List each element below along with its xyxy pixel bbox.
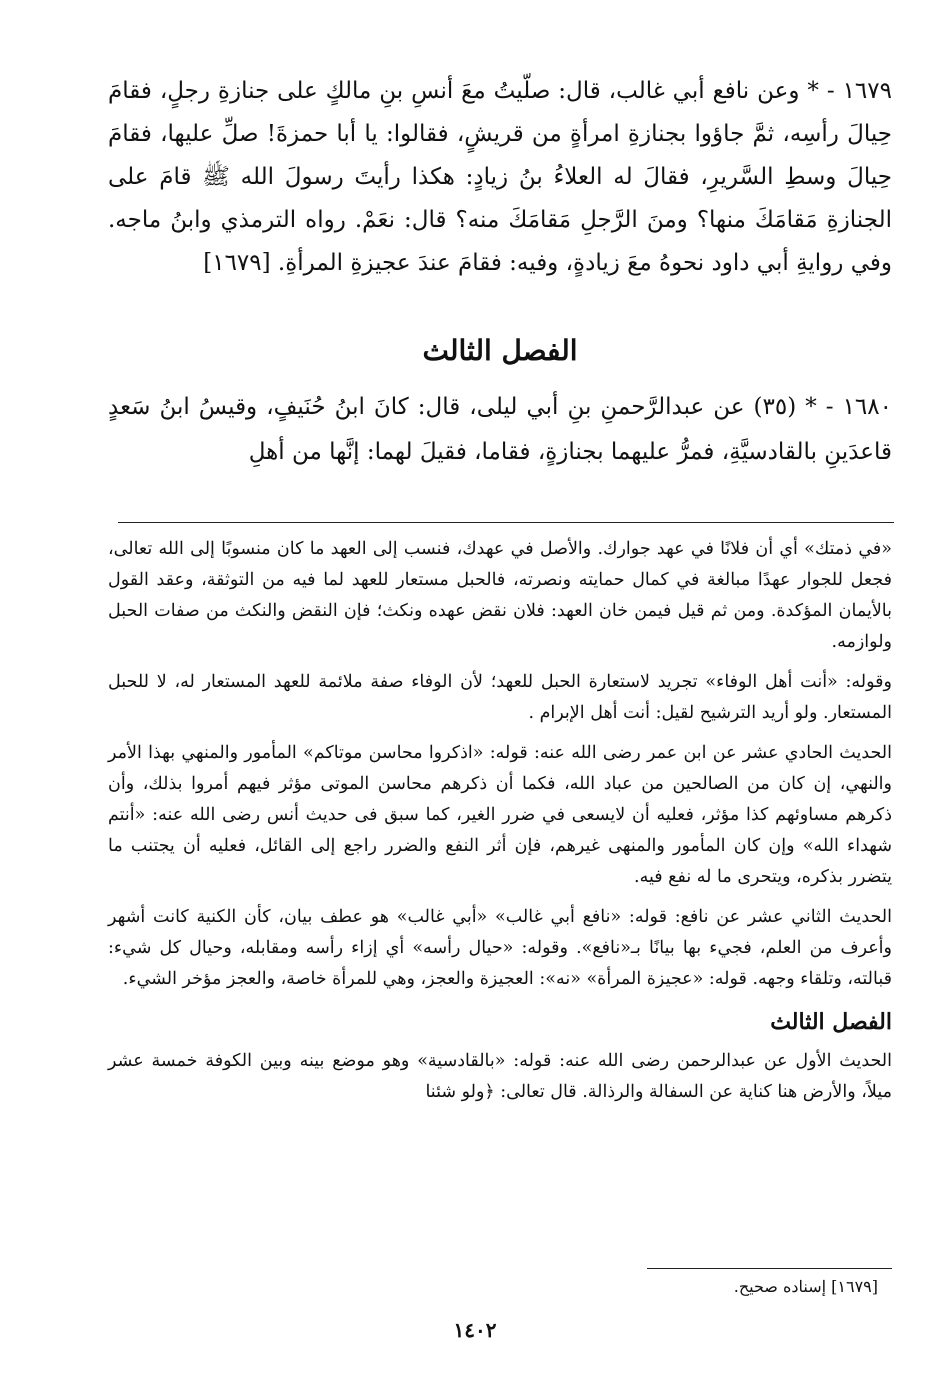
commentary-divider bbox=[118, 522, 894, 523]
section-title: الفصل الثالث bbox=[422, 334, 578, 367]
hadith-1679: ١٦٧٩ - * وعن نافع أبي غالب، قال: صلّيتُ معَ أنسِ بنِ مالكٍ على جنازةِ رجلٍ، فقامَ حِيالَ رأسِه، ثمَّ جاؤوا بجنازةِ امرأةٍ من قريشٍ، فقالوا: يا أبا حمزةَ! صلِّ عليها، فقامَ حِيالَ وسطِ السَّريرِ، فقالَ له العلاءُ بنُ زيادٍ: هكذا رأيتَ رسولَ الله ﷺ قامَ على الجنازةِ مَقامَكَ منها؟ ومنَ الرَّجلِ مَقامَكَ منه؟ قال: نعَمْ. رواه الترمذي وابنُ ماجه. وفي روايةِ أبي داود نحوهُ معَ زيادةٍ، وفيه: فقامَ عندَ عجيزةِ المرأةِ. [١٦٧٩] bbox=[108, 78, 892, 276]
page-number: ١٤٠٢ bbox=[453, 1318, 497, 1342]
commentary-paragraph: الحديث الحادي عشر عن ابن عمر رضى الله عنه: قوله: «اذكروا محاسن موتاكم» المأمور والمنهي بهذا الأمر والنهي، إن كان من الصالحين من عباد الله، فكما أن ذكرهم محاسن الموتى مؤثر فيهم أمروا بذلك، وأن ذكرهم مساوئهم كذا مؤثر، فعليه أن لايسعى في ضرر الغير، كما سبق فى حديث أنس رضى الله عنه: «أنتم شهداء الله» وإن كان المأمور والمنهى غيرهم، فإن أثر النفع والضرر راجع إلى القائل، فعليه أن يجتنب ما يتضرر بذكره، ويتحرى ما له نفع فيه. bbox=[108, 743, 892, 887]
hadith-1680: ١٦٨٠ - * (٣٥) عن عبدالرَّحمنِ بنِ أبي ليلى، قال: كانَ ابنُ حُنَيفٍ، وقيسُ ابنُ سَعدٍ قاعدَينِ بالقادسيَّةِ، فمرُّ عليهما بجنازةٍ، فقاما، فقيلَ لهما: إنَّها من أهلِ bbox=[108, 394, 892, 465]
commentary-block bbox=[108, 534, 892, 1117]
commentary-paragraph: «في ذمتك» أي أن فلانًا في عهد جوارك. والأصل في عهدك، فنسب إلى العهد ما كان منسوبًا إلى الله تعالى، فجعل للجوار عهدًا مبالغة في كمال حمايته ونصرته، فالحبل مستعار للعهد لما فيه من التوثقة، وعقد القول بالأيمان المؤكدة. ومن ثم قيل فيمن خان العهد: فلان نقض عهده ونكث؛ فإن النقض والنكث من صفات الحبل ولوازمه. bbox=[108, 539, 892, 652]
commentary-paragraph: وقوله: «أنت أهل الوفاء» تجريد لاستعارة الحبل للعهد؛ لأن الوفاء صفة ملائمة للعهد المستعار له، لا للحبل المستعار. ولو أريد الترشيح لقيل: أنت أهل الإبرام . bbox=[108, 672, 892, 723]
footnote: [١٦٧٩] إسناده صحيح. bbox=[733, 1277, 878, 1296]
footnote-divider bbox=[647, 1268, 892, 1269]
main-text-block-2 bbox=[108, 385, 892, 475]
commentary-paragraph: الحديث الأول عن عبدالرحمن رضى الله عنه: قوله: «بالقادسية» وهو موضع بينه وبين الكوفة خمسة عشر ميلاً، والأرض هنا كناية عن السفالة والرذالة. قال تعالى: ﴿ولو شئنا bbox=[108, 1051, 892, 1102]
commentary-section-title: الفصل الثالث bbox=[770, 1009, 892, 1035]
commentary-paragraph: الحديث الثاني عشر عن نافع: قوله: «نافع أبي غالب» «أبي غالب» هو عطف بيان، كأن الكنية كانت أشهر وأعرف من العلم، فجيء بها بيانًا بـ«نافع». وقوله: «حيال رأسه» أي إزاء رأسه ومقابله، وحيال كل شيء: قبالته، وتلقاء وجهه. قوله: «عجيزة المرأة» «نه»: العجيزة والعجز، وهي للمرأة خاصة، والعجز مؤخر الشيء. bbox=[108, 907, 892, 989]
main-text-block bbox=[108, 70, 892, 285]
